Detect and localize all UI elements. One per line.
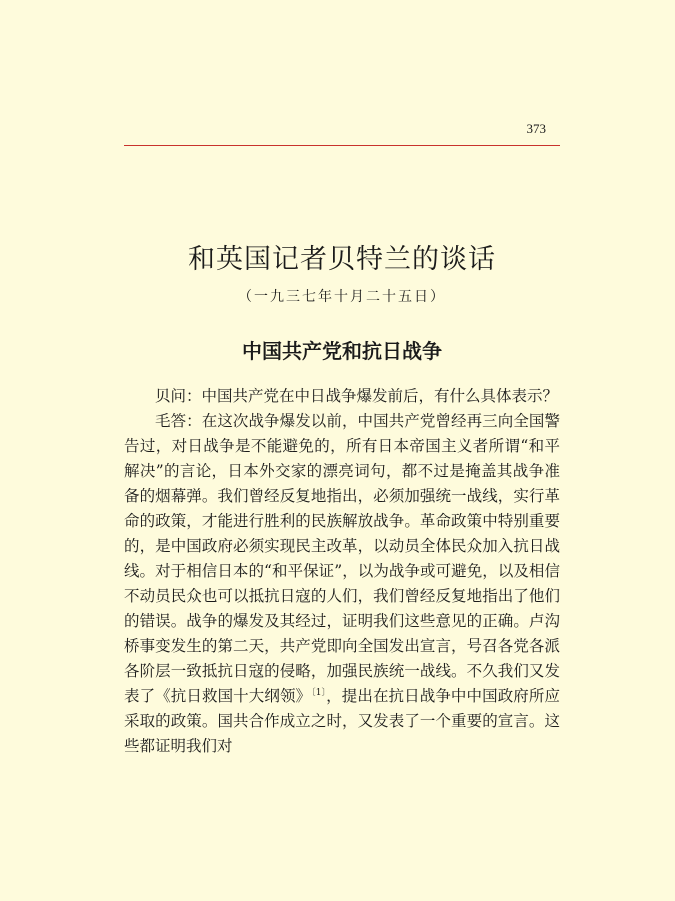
article-date: （一九三七年十月二十五日）	[238, 289, 446, 305]
article-title: 和英国记者贝特兰的谈话	[188, 244, 496, 275]
section-title: 中国共产党和抗日战争	[242, 339, 442, 363]
body-text	[124, 384, 560, 759]
answer-text-before-note: 毛答：在这次战争爆发以前，中国共产党曾经再三向全国警告过，对日战争是不能避免的，所有日本帝国主义者所谓“和平解决”的言论，日本外交家的漂亮词句，都不过是掩盖其战争准备的烟幕弹。我们曾经反复地指出，必须加强统一战线，实行革命的政策，才能进行胜利的民族解放战争。革命政策中特别重要的，是中国政府必须实现民主改革，以动员全体民众加入抗日战线。对于相信日本的“和平保证”，以为战争或可避免，以及相信不动员民众也可以抵抗日寇的人们，我们曾经反复地指出了他们的错误。战争的爆发及其经过，证明我们这些意见的正确。卢沟桥事变发生的第二天，共产党即向全国发出宣言，号召各党各派各阶层一致抵抗日寇的侵略，加强民族统一战线。不久我们又发表了《抗日救国十大纲领》	[124, 412, 560, 705]
paragraph-answer	[124, 409, 560, 759]
page-number: 373	[526, 121, 546, 136]
header-rule	[124, 145, 560, 146]
answer-text-after-note: ，提出在抗日战争中中国政府所应采取的政策。国共合作成立之时，又发表了一个重要的宣言。这些都证明我们对	[124, 687, 560, 755]
paragraph-question: 贝问：中国共产党在中日战争爆发前后，有什么具体表示？	[155, 387, 559, 405]
footnote-marker[interactable]: 〔1〕	[311, 687, 327, 698]
